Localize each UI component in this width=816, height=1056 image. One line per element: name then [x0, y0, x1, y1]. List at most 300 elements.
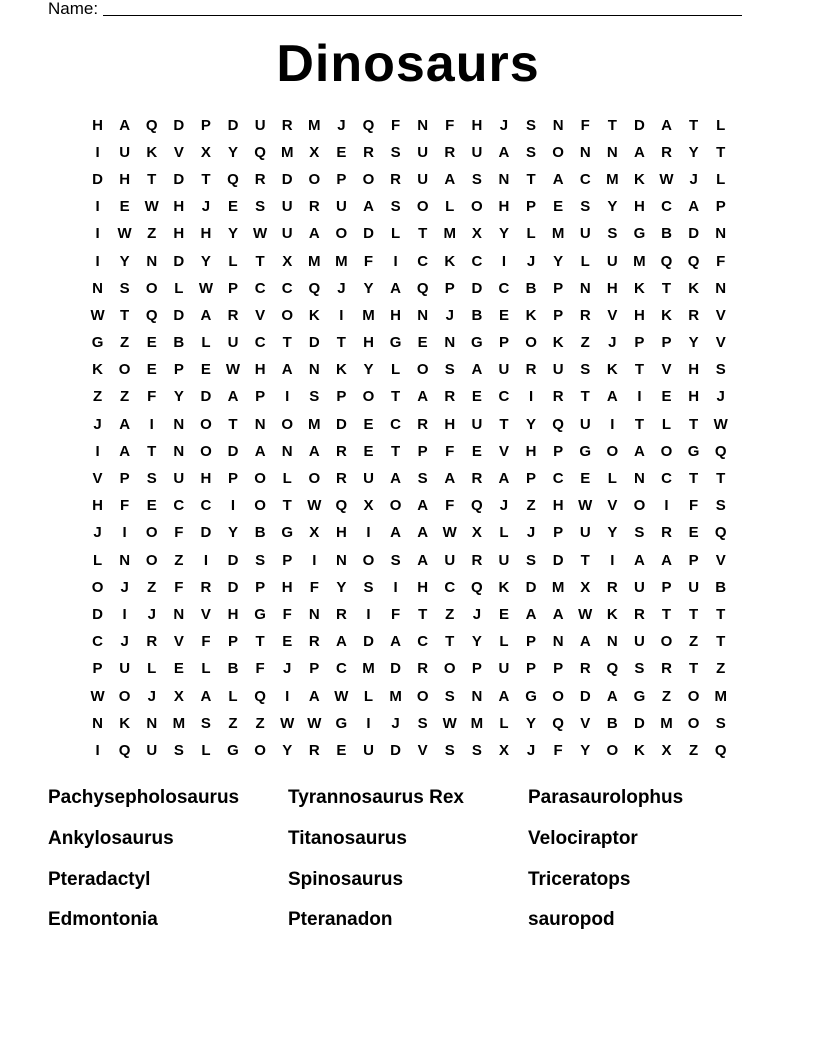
- grid-letter: Y: [580, 741, 591, 759]
- grid-letter: Q: [714, 442, 727, 460]
- grid-letter: W: [334, 687, 349, 705]
- grid-letter: U: [417, 170, 429, 188]
- grid-letter: V: [580, 714, 591, 732]
- grid-letter: I: [312, 551, 317, 569]
- grid-letter: W: [117, 225, 132, 243]
- grid-letter: I: [664, 497, 669, 515]
- grid-letter: T: [689, 660, 699, 678]
- grid-letter: D: [579, 687, 591, 705]
- grid-letter: Y: [363, 361, 374, 379]
- grid-letter: E: [336, 741, 347, 759]
- grid-letter: S: [715, 361, 726, 379]
- grid-letter: Y: [228, 524, 239, 542]
- grid-letter: Y: [200, 252, 211, 270]
- grid-letter: Z: [689, 741, 699, 759]
- grid-letter: H: [634, 306, 645, 324]
- grid-letter: N: [335, 551, 347, 569]
- grid-letter: O: [660, 442, 673, 460]
- grid-letter: O: [471, 198, 483, 216]
- grid-letter: S: [390, 551, 401, 569]
- grid-letter: Q: [714, 741, 727, 759]
- grid-letter: R: [688, 306, 700, 324]
- grid-letter: R: [254, 170, 266, 188]
- grid-letter: A: [525, 605, 537, 623]
- grid-letter: I: [285, 388, 290, 406]
- grid-letter: T: [580, 388, 590, 406]
- grid-row: [84, 629, 735, 656]
- grid-letter: F: [255, 660, 265, 678]
- grid-letter: N: [579, 143, 591, 161]
- grid-letter: K: [688, 279, 700, 297]
- grid-letter: A: [390, 633, 401, 651]
- grid-letter: H: [444, 415, 456, 433]
- grid-letter: M: [308, 252, 321, 270]
- grid-letter: K: [525, 306, 537, 324]
- grid-letter: X: [173, 687, 184, 705]
- grid-letter: D: [173, 116, 185, 134]
- grid-letter: L: [499, 714, 509, 732]
- grid-letter: N: [498, 170, 510, 188]
- grid-letter: U: [579, 415, 591, 433]
- grid-letter: T: [390, 388, 401, 406]
- grid-letter: K: [308, 306, 320, 324]
- grid-letter: J: [120, 633, 129, 651]
- grid-letter: E: [119, 198, 130, 216]
- grid-letter: Z: [255, 714, 265, 732]
- grid-letter: O: [552, 143, 564, 161]
- grid-letter: P: [119, 470, 130, 488]
- grid-letter: O: [362, 388, 375, 406]
- word-bank-item: Velociraptor: [528, 828, 638, 850]
- grid-letter: R: [579, 306, 591, 324]
- grid-letter: T: [390, 442, 401, 460]
- grid-letter: T: [689, 116, 699, 134]
- grid-letter: P: [228, 633, 239, 651]
- grid-letter: V: [607, 306, 618, 324]
- grid-letter: R: [471, 551, 483, 569]
- grid-letter: U: [688, 578, 700, 596]
- grid-letter: T: [201, 170, 211, 188]
- grid-letter: L: [661, 415, 672, 433]
- grid-letter: Q: [552, 714, 564, 732]
- grid-letter: W: [253, 225, 268, 243]
- grid-letter: A: [634, 551, 645, 569]
- grid-letter: T: [716, 633, 726, 651]
- grid-letter: A: [281, 361, 293, 379]
- grid-letter: W: [144, 198, 159, 216]
- grid-letter: P: [553, 306, 564, 324]
- grid-letter: C: [335, 660, 347, 678]
- grid-letter: M: [362, 660, 375, 678]
- grid-letter: L: [607, 470, 617, 488]
- word-bank: [48, 778, 768, 941]
- grid-letter: K: [444, 252, 456, 270]
- grid-letter: Y: [498, 225, 509, 243]
- grid-letter: K: [634, 170, 645, 188]
- grid-letter: O: [118, 687, 131, 705]
- grid-letter: I: [95, 143, 100, 161]
- grid-letter: A: [552, 605, 564, 623]
- grid-letter: A: [390, 524, 401, 542]
- grid-letter: V: [661, 361, 672, 379]
- grid-letter: G: [254, 605, 266, 623]
- grid-letter: N: [173, 415, 185, 433]
- grid-letter: A: [119, 415, 131, 433]
- grid-letter: P: [634, 334, 645, 352]
- grid-letter: D: [227, 116, 239, 134]
- grid-letter: K: [119, 714, 131, 732]
- word-bank-item: Titanosaurus: [288, 828, 407, 850]
- grid-letter: N: [579, 279, 591, 297]
- name-label: Name:: [48, 0, 99, 18]
- grid-letter: M: [551, 578, 565, 596]
- grid-letter: A: [688, 198, 700, 216]
- grid-letter: H: [688, 388, 700, 406]
- grid-letter: D: [173, 306, 185, 324]
- grid-letter: Q: [606, 660, 619, 678]
- grid-letter: O: [200, 442, 212, 460]
- grid-letter: K: [92, 361, 103, 379]
- grid-letter: O: [91, 578, 104, 596]
- grid-letter: F: [147, 388, 157, 406]
- grid-letter: L: [92, 551, 103, 569]
- grid-letter: D: [390, 660, 401, 678]
- grid-letter: A: [200, 306, 212, 324]
- grid-letter: C: [254, 334, 266, 352]
- grid-letter: J: [93, 415, 102, 433]
- grid-letter: C: [579, 170, 591, 188]
- word-bank-item: Triceratops: [528, 868, 631, 890]
- grid-letter: Q: [714, 524, 727, 542]
- grid-letter: F: [445, 442, 455, 460]
- grid-letter: D: [173, 252, 185, 270]
- grid-letter: S: [471, 741, 482, 759]
- grid-letter: N: [552, 633, 564, 651]
- grid-letter: N: [715, 225, 727, 243]
- word-search-grid: [84, 112, 735, 765]
- grid-letter: U: [498, 551, 510, 569]
- name-underline: [103, 15, 742, 16]
- grid-letter: I: [122, 524, 127, 542]
- grid-letter: M: [308, 415, 321, 433]
- word-bank-item: Pteranadon: [288, 909, 393, 931]
- grid-letter: C: [444, 578, 456, 596]
- grid-letter: I: [637, 388, 642, 406]
- grid-letter: A: [417, 551, 429, 569]
- grid-letter: R: [200, 578, 212, 596]
- grid-letter: M: [660, 714, 673, 732]
- grid-letter: D: [227, 551, 239, 569]
- grid-letter: I: [339, 306, 344, 324]
- grid-letter: J: [526, 741, 536, 759]
- grid-letter: Q: [145, 306, 158, 324]
- grid-letter: H: [552, 497, 564, 515]
- grid-letter: F: [445, 497, 455, 515]
- grid-letter: S: [526, 116, 537, 134]
- grid-letter: H: [363, 334, 374, 352]
- grid-letter: O: [362, 170, 375, 188]
- grid-letter: L: [228, 252, 238, 270]
- grid-letter: N: [308, 361, 320, 379]
- grid-row: [84, 248, 735, 275]
- grid-letter: Q: [254, 143, 266, 161]
- grid-letter: U: [281, 225, 293, 243]
- grid-letter: P: [255, 388, 266, 406]
- grid-row: [84, 194, 735, 221]
- grid-letter: M: [362, 306, 375, 324]
- grid-letter: X: [200, 143, 211, 161]
- grid-letter: T: [716, 470, 726, 488]
- grid-letter: L: [228, 687, 238, 705]
- grid-letter: M: [308, 116, 321, 134]
- grid-letter: R: [444, 388, 456, 406]
- word-bank-item: Pteradactyl: [48, 868, 151, 890]
- grid-letter: N: [92, 714, 103, 732]
- grid-letter: L: [390, 361, 401, 379]
- word-bank-item: Ankylosaurus: [48, 828, 174, 850]
- grid-letter: K: [552, 334, 564, 352]
- grid-letter: F: [201, 633, 211, 651]
- grid-letter: A: [606, 687, 618, 705]
- grid-letter: A: [498, 470, 510, 488]
- grid-letter: S: [471, 170, 482, 188]
- grid-letter: Q: [362, 116, 375, 134]
- grid-letter: M: [714, 687, 727, 705]
- grid-letter: C: [173, 497, 185, 515]
- grid-letter: A: [661, 551, 672, 569]
- grid-letter: N: [552, 116, 564, 134]
- grid-letter: R: [308, 633, 320, 651]
- word-bank-item: Spinosaurus: [288, 868, 404, 890]
- grid-letter: A: [308, 687, 320, 705]
- grid-letter: N: [92, 279, 103, 297]
- grid-letter: L: [445, 198, 455, 216]
- grid-letter: T: [255, 633, 265, 651]
- grid-letter: E: [688, 524, 699, 542]
- grid-letter: C: [552, 470, 564, 488]
- grid-letter: Y: [336, 578, 347, 596]
- grid-letter: P: [553, 660, 564, 678]
- grid-letter: N: [417, 306, 429, 324]
- grid-letter: I: [366, 605, 371, 623]
- grid-letter: S: [526, 143, 537, 161]
- grid-letter: I: [122, 605, 127, 623]
- grid-letter: D: [390, 741, 401, 759]
- grid-letter: K: [146, 143, 158, 161]
- grid-letter: R: [308, 741, 320, 759]
- grid-letter: A: [634, 143, 645, 161]
- grid-letter: U: [444, 551, 456, 569]
- word-bank-row: [48, 900, 768, 941]
- grid-letter: P: [282, 551, 293, 569]
- grid-letter: Y: [228, 143, 239, 161]
- grid-letter: J: [93, 524, 102, 542]
- grid-letter: U: [498, 361, 510, 379]
- grid-letter: R: [552, 388, 564, 406]
- grid-letter: E: [471, 388, 482, 406]
- grid-letter: I: [610, 551, 615, 569]
- grid-letter: S: [390, 143, 401, 161]
- grid-letter: U: [363, 470, 374, 488]
- grid-letter: O: [362, 551, 375, 569]
- grid-letter: S: [200, 714, 211, 732]
- grid-letter: A: [390, 470, 401, 488]
- grid-letter: K: [661, 306, 672, 324]
- word-bank-item: Parasaurolophus: [528, 787, 684, 809]
- grid-letter: P: [661, 334, 672, 352]
- grid-letter: A: [200, 687, 212, 705]
- grid-letter: R: [390, 170, 401, 188]
- grid-letter: O: [389, 497, 402, 515]
- grid-letter: P: [498, 334, 509, 352]
- grid-letter: V: [498, 442, 509, 460]
- grid-letter: J: [445, 306, 454, 324]
- grid-letter: O: [552, 687, 564, 705]
- grid-letter: L: [174, 279, 184, 297]
- grid-letter: J: [716, 388, 725, 406]
- grid-letter: H: [92, 497, 103, 515]
- grid-letter: O: [281, 415, 294, 433]
- grid-letter: O: [443, 660, 456, 678]
- grid-letter: M: [389, 687, 402, 705]
- grid-letter: U: [471, 415, 483, 433]
- grid-letter: V: [173, 633, 184, 651]
- grid-letter: T: [282, 497, 292, 515]
- grid-letter: G: [579, 442, 592, 460]
- grid-letter: E: [553, 198, 564, 216]
- grid-letter: H: [200, 470, 212, 488]
- grid-letter: A: [471, 361, 483, 379]
- grid-letter: S: [715, 497, 726, 515]
- grid-row: [84, 139, 735, 166]
- grid-letter: H: [417, 578, 429, 596]
- grid-letter: T: [580, 551, 590, 569]
- grid-letter: A: [308, 225, 320, 243]
- grid-letter: O: [687, 687, 700, 705]
- grid-letter: H: [173, 225, 185, 243]
- grid-letter: M: [470, 714, 484, 732]
- grid-letter: F: [716, 252, 726, 270]
- grid-row: [84, 601, 735, 628]
- grid-letter: Z: [147, 578, 157, 596]
- grid-letter: O: [200, 415, 212, 433]
- grid-letter: I: [528, 388, 534, 406]
- grid-letter: W: [442, 524, 457, 542]
- grid-letter: P: [255, 578, 266, 596]
- grid-letter: J: [499, 116, 509, 134]
- grid-letter: W: [578, 605, 593, 623]
- grid-letter: U: [579, 225, 591, 243]
- grid-letter: T: [526, 170, 536, 188]
- grid-letter: H: [254, 361, 266, 379]
- grid-letter: O: [145, 279, 158, 297]
- grid-letter: U: [335, 198, 347, 216]
- grid-letter: N: [119, 551, 131, 569]
- grid-letter: J: [472, 605, 482, 623]
- grid-letter: B: [715, 578, 727, 596]
- grid-letter: A: [661, 116, 672, 134]
- grid-letter: N: [281, 442, 293, 460]
- grid-letter: V: [715, 334, 726, 352]
- grid-letter: O: [118, 361, 131, 379]
- grid-letter: A: [606, 388, 618, 406]
- grid-letter: G: [389, 334, 402, 352]
- grid-letter: T: [445, 633, 455, 651]
- grid-letter: D: [552, 551, 564, 569]
- grid-letter: I: [393, 578, 398, 596]
- grid-letter: A: [363, 198, 374, 216]
- grid-letter: O: [254, 741, 266, 759]
- grid-letter: Y: [228, 225, 239, 243]
- grid-letter: H: [200, 225, 212, 243]
- grid-letter: T: [418, 225, 428, 243]
- grid-letter: I: [366, 714, 371, 732]
- grid-letter: H: [227, 605, 239, 623]
- grid-letter: J: [689, 170, 698, 188]
- grid-letter: Q: [552, 415, 564, 433]
- grid-letter: N: [634, 470, 645, 488]
- grid-letter: R: [335, 605, 347, 623]
- grid-row: [84, 112, 735, 139]
- grid-letter: D: [200, 388, 212, 406]
- grid-letter: M: [443, 225, 457, 243]
- grid-letter: D: [200, 524, 212, 542]
- grid-letter: H: [471, 116, 483, 134]
- grid-letter: F: [120, 497, 130, 515]
- grid-letter: W: [307, 497, 322, 515]
- grid-letter: Q: [687, 252, 700, 270]
- grid-letter: U: [119, 143, 131, 161]
- grid-letter: S: [173, 741, 184, 759]
- grid-letter: R: [335, 470, 347, 488]
- grid-letter: C: [498, 388, 510, 406]
- grid-letter: T: [634, 361, 644, 379]
- grid-letter: P: [228, 279, 239, 297]
- word-bank-item: Pachysepholosaurus: [48, 787, 240, 809]
- grid-letter: I: [366, 524, 371, 542]
- grid-letter: K: [335, 361, 347, 379]
- grid-letter: D: [281, 170, 293, 188]
- grid-letter: N: [173, 442, 185, 460]
- grid-letter: M: [606, 170, 619, 188]
- grid-letter: O: [633, 497, 646, 515]
- grid-letter: U: [119, 660, 131, 678]
- grid-letter: J: [201, 198, 211, 216]
- grid-letter: P: [309, 660, 320, 678]
- grid-letter: H: [335, 524, 347, 542]
- grid-letter: Z: [689, 633, 699, 651]
- grid-letter: O: [308, 170, 321, 188]
- grid-letter: Z: [580, 334, 590, 352]
- grid-letter: I: [95, 198, 100, 216]
- grid-letter: R: [661, 660, 672, 678]
- grid-letter: P: [715, 198, 726, 216]
- grid-letter: H: [606, 279, 618, 297]
- grid-letter: O: [525, 334, 537, 352]
- grid-letter: E: [498, 605, 509, 623]
- grid-letter: M: [172, 714, 186, 732]
- grid-letter: H: [119, 170, 131, 188]
- grid-letter: A: [254, 442, 266, 460]
- grid-letter: S: [417, 714, 428, 732]
- grid-row: [84, 166, 735, 193]
- grid-row: [84, 493, 735, 520]
- grid-letter: L: [201, 741, 211, 759]
- grid-letter: R: [471, 470, 483, 488]
- grid-letter: L: [716, 116, 726, 134]
- grid-letter: N: [471, 687, 483, 705]
- grid-letter: R: [661, 143, 672, 161]
